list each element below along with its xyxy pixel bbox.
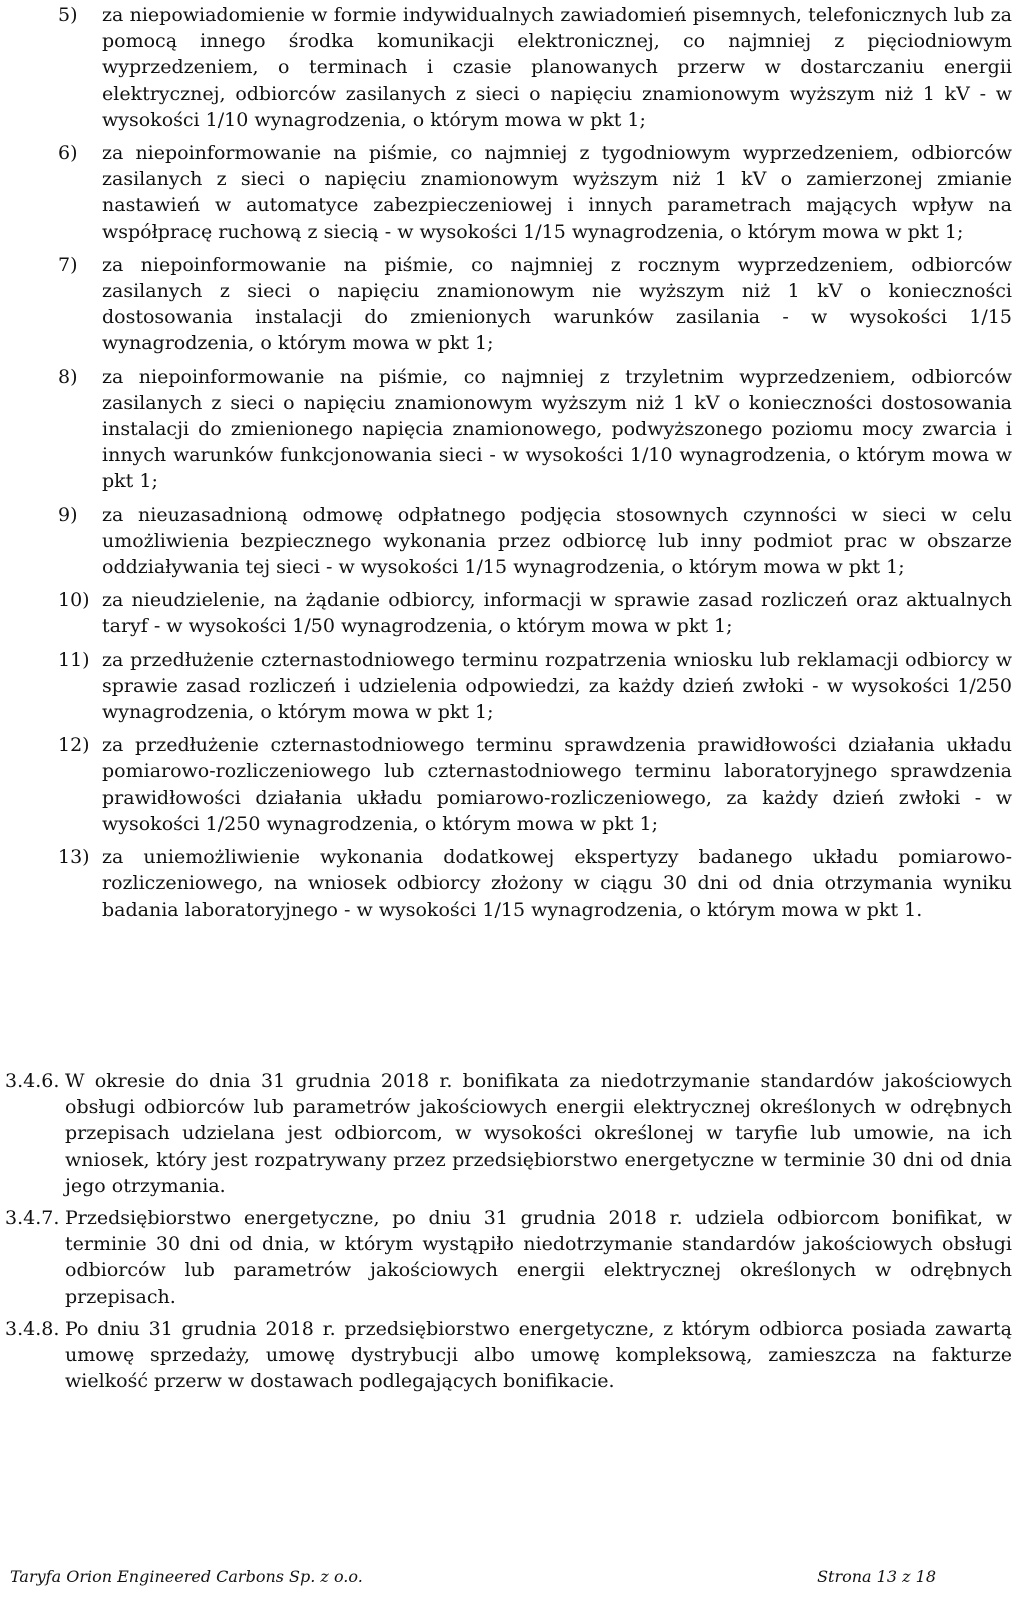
list-item <box>58 364 1012 495</box>
footer-page-number: Strona 13 z 18 <box>817 1567 936 1586</box>
list-item <box>58 844 1012 923</box>
list-item-text: za uniemożliwienie wykonania dodatkowej ekspertyzy badanego układu pomiarowo-rozliczeniowego, na wniosek odbiorcy złożony w ciągu 30 dni od dnia otrzymania wyniku badania laboratoryjnego - w wysokości 1/15 wynagrodzenia, o którym mowa w pkt 1. <box>102 846 1012 921</box>
section-number: 3.4.8. <box>5 1317 60 1340</box>
list-item-text: za nieudzielenie, na żądanie odbiorcy, informacji w sprawie zasad rozliczeń oraz aktualnych taryf - w wysokości 1/50 wynagrodzenia, o którym mowa w pkt 1; <box>102 589 1012 638</box>
list-item <box>58 587 1012 639</box>
list-item <box>58 647 1012 726</box>
list-item-text: za przedłużenie czternastodniowego terminu rozpatrzenia wniosku lub reklamacji odbiorcy w sprawie zasad rozliczeń i udzielenia odpowiedzi, za każdy dzień zwłoki - w wysokości 1/250 wynagrodzenia, o którym mowa w pkt 1; <box>102 648 1012 724</box>
list-item-number: 8) <box>58 365 78 388</box>
section-paragraph <box>5 1316 1012 1395</box>
section-number: 3.4.7. <box>5 1207 60 1230</box>
section-paragraphs <box>5 1068 1012 1400</box>
list-item-text: za niepoinformowanie na piśmie, co najmniej z trzyletnim wyprzedzeniem, odbiorców zasilanych z sieci o napięciu znamionowym wyższym niż 1 kV o konieczności dostosowania instalacji do zmienionego napięcia znamionowego, podwyższonego poziomu mocy zwarcia i innych warunków funkcjonowania sieci - w wysokości 1/10 wynagrodzenia, o którym mowa w pkt 1; <box>102 365 1012 493</box>
list-item <box>58 732 1012 837</box>
list-item-number: 13) <box>58 846 90 869</box>
penalty-list <box>58 2 1012 930</box>
list-item-text: za niepoinformowanie na piśmie, co najmniej z tygodniowym wyprzedzeniem, odbiorców zasilanych z sieci o napięciu znamionowym wyższym niż 1 kV o zamierzonej zmianie nastawień w automatyce zabezpieczeniowej i innych parametrach mających wpływ na współpracę ruchową z siecią - w wysokości 1/15 wynagrodzenia, o którym mowa w pkt 1; <box>102 142 1012 243</box>
list-item-number: 10) <box>58 589 90 612</box>
footer-document-title: Taryfa Orion Engineered Carbons Sp. z o.o. <box>10 1567 363 1586</box>
section-text: W okresie do dnia 31 grudnia 2018 r. bonifikata za niedotrzymanie standardów jakościowych obsługi odbiorców lub parametrów jakościowych energii elektrycznej określonych w odrębnych przepisach udzielana jest odbiorcom, w wysokości określonej w taryfie lub umowie, na ich wniosek, który jest rozpatrywany przez przedsiębiorstwo energetyczne w terminie 30 dni od dnia jego otrzymania. <box>65 1070 1012 1197</box>
list-item-number: 9) <box>58 503 78 526</box>
list-item-number: 6) <box>58 142 78 165</box>
section-paragraph <box>5 1068 1012 1199</box>
section-number: 3.4.6. <box>5 1070 60 1092</box>
list-item-number: 11) <box>58 648 90 671</box>
list-item-text: za niepoinformowanie na piśmie, co najmniej z rocznym wyprzedzeniem, odbiorców zasilanych z sieci o napięciu znamionowym nie wyższym niż 1 kV o konieczności dostosowania instalacji do zmienionych warunków zasilania - w wysokości 1/15 wynagrodzenia, o którym mowa w pkt 1; <box>102 253 1012 355</box>
list-item <box>58 502 1012 581</box>
list-item-text: za przedłużenie czternastodniowego terminu sprawdzenia prawidłowości działania układu pomiarowo-rozliczeniowego lub czternastodniowego terminu laboratoryjnego sprawdzenia prawidłowości działania układu pomiarowo-rozliczeniowego, za każdy dzień zwłoki - w wysokości 1/250 wynagrodzenia, o którym mowa w pkt 1; <box>102 734 1012 835</box>
list-item <box>58 2 1012 133</box>
list-item-number: 5) <box>58 4 78 26</box>
list-item-text: za nieuzasadnioną odmowę odpłatnego podjęcia stosownych czynności w sieci w celu umożliwienia bezpiecznego wykonania przez odbiorcę lub inny podmiot prac w obszarze oddziaływania tej sieci - w wysokości 1/15 wynagrodzenia, o którym mowa w pkt 1; <box>102 503 1012 579</box>
section-paragraph <box>5 1205 1012 1310</box>
list-item <box>58 140 1012 245</box>
list-item-number: 7) <box>58 253 78 276</box>
list-item <box>58 252 1012 357</box>
section-text: Po dniu 31 grudnia 2018 r. przedsiębiorstwo energetyczne, z którym odbiorca posiada zawartą umowę sprzedaży, umowę dystrybucji albo umowę kompleksową, zamieszcza na fakturze wielkość przerw w dostawach podlegających bonifikacie. <box>65 1317 1012 1393</box>
section-text: Przedsiębiorstwo energetyczne, po dniu 31 grudnia 2018 r. udziela odbiorcom bonifikat, w terminie 30 dni od dnia, w którym wystąpiło niedotrzymanie standardów jakościowych obsługi odbiorców lub parametrów jakościowych energii elektrycznej określonych w odrębnych przepisach. <box>65 1207 1012 1308</box>
list-item-text: za niepowiadomienie w formie indywidualnych zawiadomień pisemnych, telefonicznych lub za pomocą innego środka komunikacji elektronicznej, co najmniej z pięciodniowym wyprzedzeniem, o terminach i czasie planowanych przerw w dostarczaniu energii elektrycznej, odbiorców zasilanych z sieci o napięciu znamionowym wyższym niż 1 kV - w wysokości 1/10 wynagrodzenia, o którym mowa w pkt 1; <box>102 4 1012 131</box>
list-item-number: 12) <box>58 734 90 757</box>
